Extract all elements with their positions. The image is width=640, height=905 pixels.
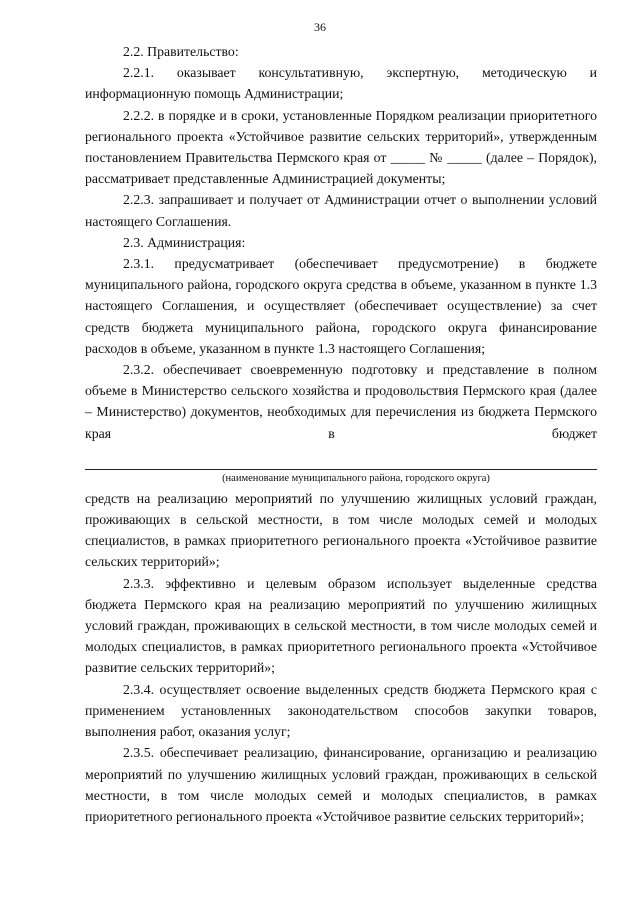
fill-in-blank-line [85,446,597,470]
clause-2-3-4: 2.3.4. осуществляет освоение выделенных средств бюджета Пермского края с применением установленных законодательством способов закупки товаров, выполнения работ, оказания услуг; [85,681,597,740]
clause-2-3-2-continuation: средств на реализацию мероприятий по улучшению жилищных условий граждан, проживающих в сельской местности, в том числе молодых семей и молодых специалистов, в рамках приоритетного регионального проекта «Устойчивое развитие сельских территорий»; [85,490,597,570]
clause-2-3-3: 2.3.3. эффективно и целевым образом использует выделенные средства бюджета Пермского края на реализацию мероприятий по улучшению жилищных условий граждан, проживающих в сельской местности, в том числе молодых семей и молодых специалистов, в рамках приоритетного регионального проекта «Устойчивое развитие сельских территорий»; [85,575,597,676]
clause-2-3-2: 2.3.2. обеспечивает своевременную подготовку и представление в полном объеме в Министерство сельского хозяйства и продовольствия Пермского края (далее – Министерство) документов, необходимых для перечисления из бюджета Пермского края в бюджет [85,362,597,441]
clause-2-3-5: 2.3.5. обеспечивает реализацию, финансирование, организацию и реализацию мероприятий по улучшению жилищных условий граждан, проживающих в сельской местности, в том числе молодых семей и молодых специалистов, в рамках приоритетного регионального проекта «Устойчивое развитие сельских территорий»; [85,745,597,824]
section-2-3-heading: 2.3. Администрация: [123,234,246,250]
section-2-2-heading: 2.2. Правительство: [123,44,239,59]
clause-2-2-2: 2.2.2. в порядке и в сроки, установленные Порядком реализации приоритетного регионального проекта «Устойчивое развитие сельских территорий», утвержденным постановлением Правительства Пермского края от _____ № _____ (далее – Порядок), рассматривает представленные Администрацией документы; [85,107,597,187]
clause-2-2-3: 2.2.3. запрашивает и получает от Администрации отчет о выполнении условий настоящего Соглашения. [85,192,597,229]
page-number: 36 [314,20,326,34]
document-body [85,41,597,827]
blank-line-caption: (наименование муниципального района, городского округа) [222,472,490,484]
clause-2-2-1: 2.2.1. оказывает консультативную, экспертную, методическую и информационную помощь Администрации; [85,65,597,102]
clause-2-3-1: 2.3.1. предусматривает (обеспечивает предусмотрение) в бюджете муниципального района, городского округа средства в объеме, указанном в пункте 1.3 настоящего Соглашения, и осуществляет (обеспечивает осуществление) за счет средств бюджета муниципального района, городского округа финансирование расходов в объеме, указанном в пункте 1.3 настоящего Соглашения; [85,256,597,356]
